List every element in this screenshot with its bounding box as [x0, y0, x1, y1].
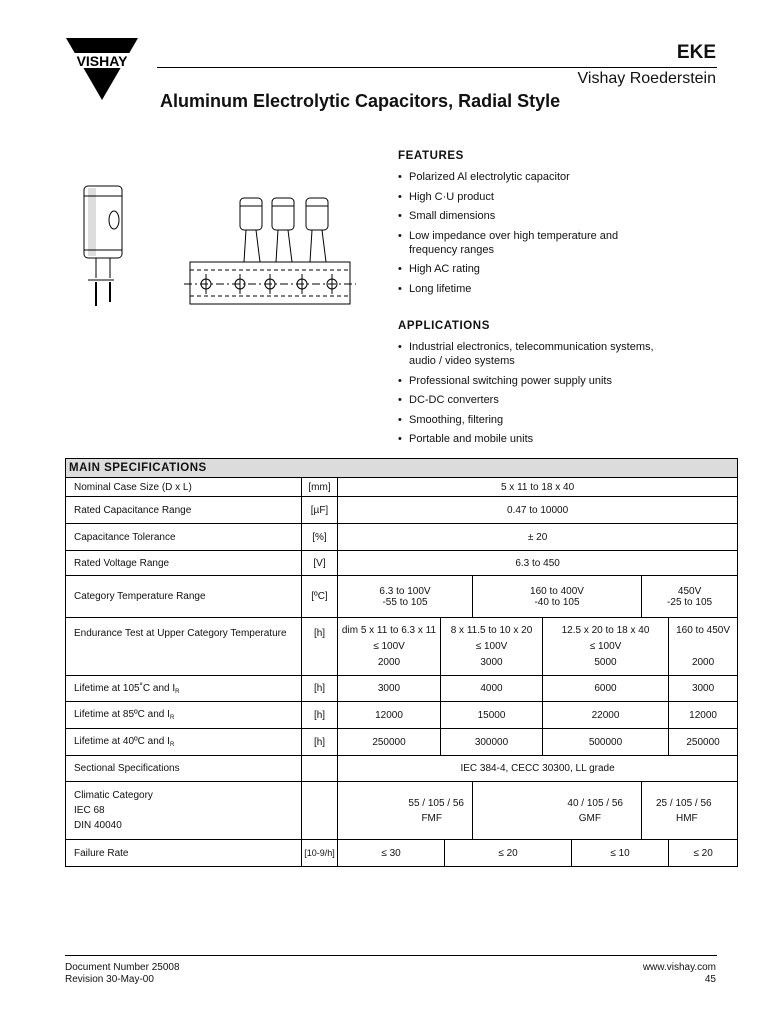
- table-row: [66, 618, 738, 676]
- svg-text:VISHAY: VISHAY: [76, 53, 128, 69]
- row-value: 500000: [543, 729, 669, 756]
- row-value: 12000: [338, 702, 441, 729]
- row-unit: [h]: [302, 676, 338, 702]
- temp-range-cell: 450V -25 to 105: [642, 576, 738, 618]
- capacitor-side-view: [84, 186, 122, 306]
- row-value: IEC 384-4, CECC 30300, LL grade: [338, 756, 738, 782]
- row-label: Climatic Category IEC 68 DIN 40040: [66, 782, 302, 840]
- row-value: ≤ 30: [338, 840, 445, 867]
- list-item: • Low impedance over high temperature and frequency ranges: [398, 229, 698, 257]
- row-label: Lifetime at 105˚C and $I_R$: [66, 676, 302, 702]
- list-item: • High C·U product: [398, 190, 698, 204]
- row-label: Sectional Specifications: [66, 756, 302, 782]
- table-heading: MAIN SPECIFICATIONS: [66, 459, 738, 478]
- row-label: Nominal Case Size (D x L): [66, 478, 302, 497]
- row-unit: [mm]: [302, 478, 338, 497]
- row-value: 250000: [669, 729, 738, 756]
- table-row: [66, 702, 738, 729]
- row-value: 3000: [669, 676, 738, 702]
- row-label: Failure Rate: [66, 840, 302, 867]
- table-row: [66, 840, 738, 867]
- row-label: Rated Voltage Range: [66, 551, 302, 576]
- table-row: [66, 676, 738, 702]
- row-value: 12000: [669, 702, 738, 729]
- row-unit: [%]: [302, 524, 338, 551]
- row-label: Endurance Test at Upper Category Temperature: [66, 618, 302, 676]
- list-item: • Smoothing, filtering: [398, 413, 698, 427]
- list-item: • DC-DC converters: [398, 393, 698, 407]
- list-item: • Small dimensions: [398, 209, 698, 223]
- table-row: [66, 576, 738, 618]
- climatic-cell: 55 / 105 / 56 FMF: [338, 782, 473, 840]
- row-unit: [302, 756, 338, 782]
- row-unit: [h]: [302, 702, 338, 729]
- row-value: 4000: [441, 676, 543, 702]
- table-row: [66, 524, 738, 551]
- footer-left: [65, 962, 180, 986]
- temp-range-cell: 160 to 400V -40 to 105: [473, 576, 642, 618]
- table-row: [66, 782, 738, 840]
- applications-list: [398, 340, 698, 452]
- row-label: Category Temperature Range: [66, 576, 302, 618]
- row-label: Lifetime at 85ºC and $I_R$: [66, 702, 302, 729]
- row-label: Capacitance Tolerance: [66, 524, 302, 551]
- table-header-row: [66, 459, 738, 478]
- revision: Revision 30-May-00: [65, 974, 154, 985]
- features-list: [398, 170, 698, 301]
- row-value: ≤ 20: [445, 840, 572, 867]
- endurance-cell: 160 to 450V 2000: [669, 618, 738, 676]
- row-value: ± 20: [338, 524, 738, 551]
- website-link[interactable]: www.vishay.com: [642, 962, 716, 973]
- list-item: • High AC rating: [398, 262, 698, 276]
- endurance-cell: 8 x 11.5 to 10 x 20 ≤ 100V 3000: [441, 618, 543, 676]
- list-item: • Portable and mobile units: [398, 432, 698, 446]
- vishay-logo: [64, 36, 140, 102]
- row-label: Lifetime at 40ºC and $I_R$: [66, 729, 302, 756]
- list-item: • Professional switching power supply units: [398, 374, 698, 388]
- footer-rule: [65, 955, 717, 956]
- list-item: • Polarized Al electrolytic capacitor: [398, 170, 698, 184]
- row-unit: [302, 782, 338, 840]
- row-unit: [V]: [302, 551, 338, 576]
- row-value: ≤ 20: [669, 840, 738, 867]
- page-number: 45: [704, 974, 716, 985]
- row-unit: [ºC]: [302, 576, 338, 618]
- row-value: 6.3 to 450: [338, 551, 738, 576]
- features-heading: FEATURES: [398, 150, 464, 162]
- row-unit: [µF]: [302, 497, 338, 524]
- header-rule: [157, 67, 717, 68]
- row-value: 6000: [543, 676, 669, 702]
- row-value: 3000: [338, 676, 441, 702]
- temp-range-cell: 6.3 to 100V -55 to 105: [338, 576, 473, 618]
- row-unit: [h]: [302, 729, 338, 756]
- page-title: Aluminum Electrolytic Capacitors, Radial Style: [160, 91, 561, 111]
- row-value: ≤ 10: [572, 840, 669, 867]
- list-item: • Long lifetime: [398, 282, 698, 296]
- endurance-cell: dim 5 x 11 to 6.3 x 11 ≤ 100V 2000: [338, 618, 441, 676]
- row-value: 15000: [441, 702, 543, 729]
- endurance-cell: 12.5 x 20 to 18 x 40 ≤ 100V 5000: [543, 618, 669, 676]
- table-row: [66, 729, 738, 756]
- row-unit: [h]: [302, 618, 338, 676]
- row-unit: [10-9/h]: [302, 840, 338, 867]
- table-row: [66, 756, 738, 782]
- capacitors-on-board: [184, 198, 356, 304]
- part-code: EKE: [676, 42, 716, 63]
- row-value: 5 x 11 to 18 x 40: [338, 478, 738, 497]
- division-name: Vishay Roederstein: [577, 70, 716, 87]
- applications-heading: APPLICATIONS: [398, 320, 490, 332]
- main-specifications-table: [65, 458, 738, 867]
- capacitor-drawing: [74, 178, 364, 326]
- list-item: • Industrial electronics, telecommunication systems, audio / video systems: [398, 340, 698, 368]
- document-number: Document Number 25008: [65, 962, 180, 973]
- row-value: 250000: [338, 729, 441, 756]
- row-label: Rated Capacitance Range: [66, 497, 302, 524]
- row-value: 300000: [441, 729, 543, 756]
- row-value: 22000: [543, 702, 669, 729]
- climatic-cell: 25 / 105 / 56 HMF: [642, 782, 738, 840]
- table-row: [66, 551, 738, 576]
- row-value: 0.47 to 10000: [338, 497, 738, 524]
- table-row: [66, 478, 738, 497]
- climatic-cell: 40 / 105 / 56 GMF: [473, 782, 642, 840]
- table-row: [66, 497, 738, 524]
- footer-right: [643, 962, 716, 986]
